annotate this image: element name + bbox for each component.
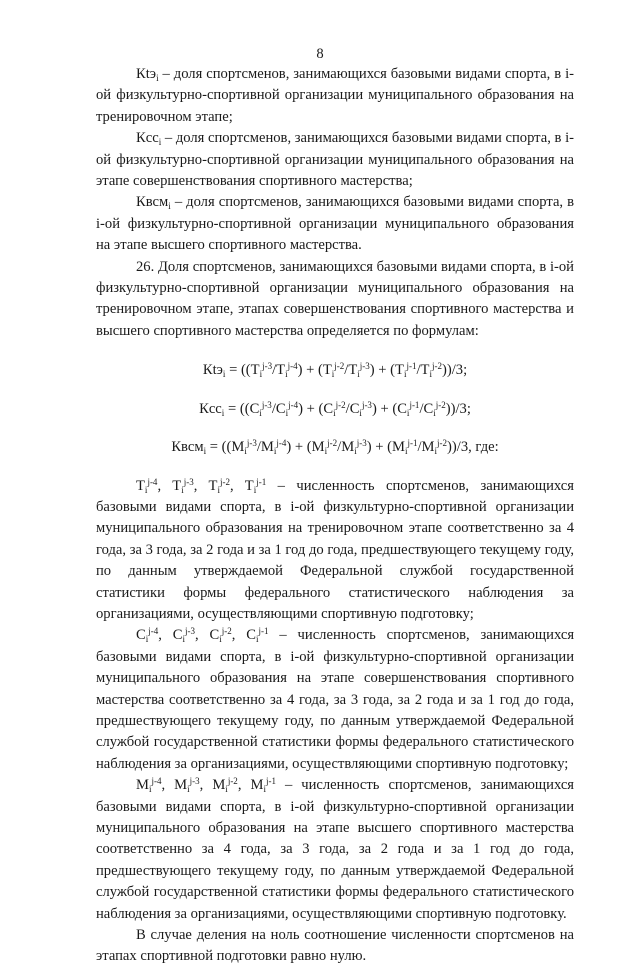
definition-text: – доля спортсменов, занимающихся базовыми видами спорта, в i-ой физкультурно-спортивной организации муниципального образования на этапе высшего спортивного мастерства.: [96, 194, 574, 254]
formula-improvement-stage: $Кcc_i = ((C_i^{j-3}/C_i^{j-4}) + (C_i^{j-2}/C_i^{j-3}) + (C_i^{j-1}/C_i^{j-2}))/3$;: [199, 399, 471, 418]
explanation-paragraph-m: $M_i^{j-4}$, $M_i^{j-3}$, $M_i^{j-2}$, $M_i^{j-1}$ – численность спортсменов, занимающихся базовыми видами спорта, в i-ой физкультурно-спортивной организации муниципального образования на этапе высшего спортивного мастерства соответственно за 4 года, за 3 года, за 2 года и за 1 год до года, предшествующего текущему году, по данным утверждаемой Федеральной службой государственной статистики формы федерального статистического наблюдения за организациями, осуществляющими спортивную подготовку.: [96, 776, 575, 922]
subscript: i: [158, 137, 162, 148]
page-number: 8: [316, 46, 324, 62]
item-26-paragraph: 26. Доля спортсменов, занимающихся базовыми видами спорта, в i-ой физкультурно-спортивной организации муниципального образования на тренировочном этапе, этапах совершенствования спортивного мастерства и высшего спортивного мастерства определяется по формулам:: [96, 258, 574, 339]
coefficient-symbol: Квсм: [136, 194, 169, 211]
explanation-paragraph-c: $C_i^{j-4}$, $C_i^{j-3}$, $C_i^{j-2}$, $C_i^{j-1}$ – численность спортсменов, занимающихся базовыми видами спорта, в i-ой физкультурно-спортивной организации муниципального образования на этапе совершенствования спортивного мастерства соответственно за 4 года, за 3 года, за 2 года и за 1 год до года, предшествующего текущему году, по данным утверждаемой Федеральной службой государственной статистики формы федерального статистического наблюдения за организациями, осуществляющими спортивную подготовку;: [96, 626, 575, 772]
coefficient-symbol: Кcc: [136, 130, 159, 147]
subscript: i: [168, 201, 171, 212]
definition-text: – доля спортсменов, занимающихся базовыми видами спорта, в i-ой физкультурно-спортивной организации муниципального образования на тренировочном этапе;: [96, 66, 574, 125]
explanation-paragraph-t: $T_i^{j-4}$, $T_i^{j-3}$, $T_i^{j-2}$, $T_i^{j-1}$ – численность спортсменов, занимающихся базовыми видами спорта, в i-ой физкультурно-спортивной организации муниципального образования на тренировочном этапе соответственно за 4 года, за 3 года, за 2 года и за 1 год до года, предшествующего текущему году, по данным утверждаемой Федеральной службой государственной статистики формы федерального статистического наблюдения за организациями, осуществляющими спортивную подготовку;: [96, 476, 575, 622]
explanation-text: – численность спортсменов, занимающихся базовыми видами спорта, в i-ой физкультурно-спортивной организации муниципального образования на этапе высшего спортивного мастерства соответственно за 4 года, за 3 года, за 2 года и за 1 год до года, предшествующего текущему году, по данным утверждаемой Федеральной службой государственной статистики формы федерального статистического наблюдения за организациями, осуществляющими спортивную подготовку.: [96, 777, 575, 922]
formula-training-stage: $Кtэ_i = ((T_i^{j-3}/T_i^{j-4}) + (T_i^{j-2}/T_i^{j-3}) + (T_i^{j-1}/T_i^{j-2}))/3$;: [202, 361, 468, 380]
final-paragraph: В случае деления на ноль соотношение численности спортсменов на этапах спортивной подготовки равно нулю.: [96, 927, 574, 965]
document-body: [96, 64, 574, 968]
definition-paragraph: [96, 192, 574, 256]
coefficient-symbol: Кtэ: [136, 66, 157, 82]
explanation-text: – численность спортсменов, занимающихся базовыми видами спорта, в i-ой физкультурно-спортивной организации муниципального образования на этапе совершенствования спортивного мастерства соответственно за 4 года, за 3 года, за 2 года и за 1 год до года, предшествующего текущему году, по данным утверждаемой Федеральной службой государственной статистики формы федерального статистического наблюдения за организациями, осуществляющими спортивную подготовку;: [96, 627, 575, 772]
subscript: i: [156, 73, 159, 83]
explanation-text: – численность спортсменов, занимающихся базовыми видами спорта, в i-ой физкультурно-спортивной организации муниципального образования на тренировочном этапе соответственно за 4 года, за 3 года, за 2 года и за 1 год до года, предшествующего текущему году, по данным утверждаемой Федеральной службой государственной статистики формы федерального статистического наблюдения за организациями, осуществляющими спортивную подготовку;: [96, 477, 575, 622]
definition-text: – доля спортсменов, занимающихся базовыми видами спорта, в i-ой физкультурно-спортивной организации муниципального образования на этапе совершенствования спортивного мастерства;: [96, 130, 574, 190]
definition-paragraph: [96, 128, 574, 192]
definition-paragraph: [96, 64, 574, 128]
formula-highest-stage: Квсм$_i$ = $((M_i^{j-3}/M_i^{j-4}) + (M_i^{j-2}/M_i^{j-3}) + (M_i^{j-1}/M_i^{j-2}))/3$, где:: [171, 438, 499, 457]
